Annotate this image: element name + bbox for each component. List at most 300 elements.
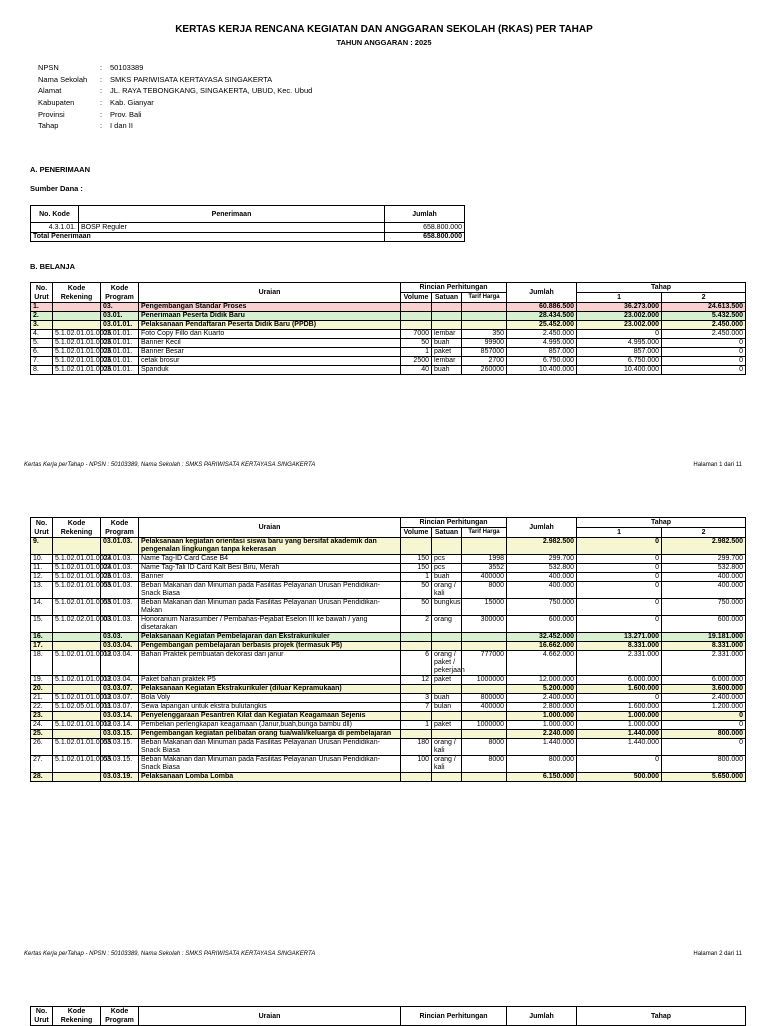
cell-tahap-1: 13.271.000 xyxy=(577,633,662,642)
info-row-nama-sekolah: Nama Sekolah : SMKS PARIWISATA KERTAYASA SINGAKERTA xyxy=(38,74,273,84)
page-number-2: Halaman 2 dari 11 xyxy=(693,951,742,957)
cell-kode-program: 03.01.03. xyxy=(101,538,139,555)
cell-tahap-2: 8.331.000 xyxy=(662,642,746,651)
header-uraian: Uraian xyxy=(139,283,401,303)
category-row xyxy=(31,312,746,321)
total-value: 658.800.000 xyxy=(385,233,465,242)
cell-satuan xyxy=(432,642,462,651)
cell-no-urut: 8. xyxy=(31,366,53,375)
cell-tarif: 8000 xyxy=(462,582,507,599)
cell-no-urut: 27. xyxy=(31,756,53,773)
penerimaan-table xyxy=(30,205,465,242)
cell-tahap-2: 299.700 xyxy=(662,555,746,564)
cell-kode-rekening xyxy=(53,642,101,651)
cell-jumlah: 299.700 xyxy=(507,555,577,564)
cell-tahap-1: 23.002.000 xyxy=(577,321,662,330)
cell-tahap-1: 1.000.000 xyxy=(577,712,662,721)
school-info xyxy=(38,62,312,132)
cell-kode-rekening: 5.1.02.01.01.0026 xyxy=(53,573,101,582)
cell-no-urut: 14. xyxy=(31,599,53,616)
info-row-npsn: NPSN : 50103389 xyxy=(38,63,144,72)
cell-no-urut: 22. xyxy=(31,703,53,712)
cell-tahap-1: 500.000 xyxy=(577,773,662,782)
cell-volume: 50 xyxy=(401,339,432,348)
cell-satuan xyxy=(432,712,462,721)
cell-tarif: 2700 xyxy=(462,357,507,366)
header-rincian: Rincian Perhitungan xyxy=(401,518,507,528)
cell-volume: 12 xyxy=(401,676,432,685)
cell-satuan: orang / paket / pekerjaan xyxy=(432,651,462,676)
cell-uraian: Penerimaan Peserta Didik Baru xyxy=(139,312,401,321)
cell-tarif: 3552 xyxy=(462,564,507,573)
table-row xyxy=(31,573,746,582)
header-tahap: Tahap xyxy=(577,1007,746,1026)
header-volume: Volume xyxy=(401,293,432,303)
cell-jumlah: 25.452.000 xyxy=(507,321,577,330)
cell-satuan: paket xyxy=(432,348,462,357)
cell-volume: 150 xyxy=(401,564,432,573)
category-row xyxy=(31,773,746,782)
cell-jumlah: 2.240.000 xyxy=(507,730,577,739)
cell-tahap-1: 2.331.000 xyxy=(577,651,662,676)
cell-tahap-2: 800.000 xyxy=(662,730,746,739)
table-row xyxy=(31,721,746,730)
cell-kode-rekening: 5.1.02.01.01.0055 xyxy=(53,582,101,599)
cell-tahap-2: 5.650.000 xyxy=(662,773,746,782)
cell-uraian: Banner xyxy=(139,573,401,582)
page-number-1: Halaman 1 dari 11 xyxy=(693,462,742,468)
header-volume: Volume xyxy=(401,528,432,538)
cell-kode-program: 03.01.01. xyxy=(101,330,139,339)
cell-tahap-2: 24.613.500 xyxy=(662,303,746,312)
cell-tarif xyxy=(462,712,507,721)
cell-tarif: 8000 xyxy=(462,739,507,756)
cell-no-urut: 13. xyxy=(31,582,53,599)
cell-jumlah: 400.000 xyxy=(507,573,577,582)
cell-tarif: 400000 xyxy=(462,573,507,582)
cell-uraian: Pelaksanaan Kegiatan Pembelajaran dan Ekstrakurikuler xyxy=(139,633,401,642)
cell-kode-rekening xyxy=(53,712,101,721)
cell-tahap-1: 36.273.000 xyxy=(577,303,662,312)
cell-no-urut: 17. xyxy=(31,642,53,651)
cell-kode-rekening: 5.1.02.01.01.0012 xyxy=(53,694,101,703)
cell-tahap-1: 0 xyxy=(577,564,662,573)
cell-tarif: 350 xyxy=(462,330,507,339)
cell-tahap-1: 1.600.000 xyxy=(577,685,662,694)
header-tahap: Tahap xyxy=(577,518,746,528)
cell-uraian: Paket bahan praktek P5 xyxy=(139,676,401,685)
cell-no-urut: 11. xyxy=(31,564,53,573)
cell-no-urut: 4. xyxy=(31,330,53,339)
cell-satuan: buah xyxy=(432,339,462,348)
cell-tahap-2: 400.000 xyxy=(662,573,746,582)
belanja-table-page-1 xyxy=(30,282,746,375)
cell-satuan: lembar xyxy=(432,330,462,339)
table-row xyxy=(31,223,465,233)
cell-kode-rekening: 5.1.02.01.01.0026 xyxy=(53,339,101,348)
cell-kode-program: 03.03.04. xyxy=(101,642,139,651)
cell-kode-rekening: 5.1.02.01.01.0026 xyxy=(53,366,101,375)
cell-tahap-1: 0 xyxy=(577,582,662,599)
cell-volume xyxy=(401,538,432,555)
category-row xyxy=(31,685,746,694)
cell-volume xyxy=(401,730,432,739)
cell-tarif: 777000 xyxy=(462,651,507,676)
category-row xyxy=(31,642,746,651)
cell-jumlah: 12.000.000 xyxy=(507,676,577,685)
cell-no-urut: 24. xyxy=(31,721,53,730)
cell-uraian: Name Tag-ID Card Case B4 xyxy=(139,555,401,564)
header-penerimaan: Penerimaan xyxy=(79,206,385,223)
cell-jumlah: 532.800 xyxy=(507,564,577,573)
cell-uraian: Beban Makanan dan Minuman pada Fasilitas Pelayanan Urusan Pendidikan-Snack Biasa xyxy=(139,756,401,773)
cell-volume xyxy=(401,633,432,642)
cell-kode-rekening: 5.1.02.01.01.0026 xyxy=(53,357,101,366)
cell-kode-rekening: 5.1.02.01.01.0055 xyxy=(53,756,101,773)
category-row xyxy=(31,730,746,739)
cell-satuan: buah xyxy=(432,366,462,375)
cell-kode-program: 03.03.15. xyxy=(101,756,139,773)
cell-kode-rekening: 5.1.02.01.01.0055 xyxy=(53,599,101,616)
cell-volume: 7 xyxy=(401,703,432,712)
cell-uraian: Penyelenggaraan Pesantren Kilat dan Kegiatan Keagamaan Sejenis xyxy=(139,712,401,721)
cell-volume: 50 xyxy=(401,582,432,599)
cell-no-urut: 18. xyxy=(31,651,53,676)
cell-no-urut: 5. xyxy=(31,339,53,348)
cell-satuan xyxy=(432,303,462,312)
cell-kode-program: 03.03.04. xyxy=(101,676,139,685)
cell-tarif xyxy=(462,321,507,330)
cell-volume xyxy=(401,303,432,312)
cell-satuan: paket xyxy=(432,721,462,730)
cell-kode-program: 03.01.03. xyxy=(101,564,139,573)
page-footer-1: Kertas Kerja perTahap - NPSN : 50103389, Nama Sekolah : SMKS PARIWISATA KERTAYASA SINGAKERTA xyxy=(24,462,316,468)
page-footer-2: Kertas Kerja perTahap - NPSN : 50103389, Nama Sekolah : SMKS PARIWISATA KERTAYASA SINGAKERTA xyxy=(24,951,316,957)
cell-volume xyxy=(401,321,432,330)
cell-jumlah: 800.000 xyxy=(507,756,577,773)
cell-uraian: Beban Makanan dan Minuman pada Fasilitas Pelayanan Urusan Pendidikan-Makan xyxy=(139,599,401,616)
header-kode-rekening: Kode Rekening xyxy=(53,518,101,538)
header-tahap-2: 2 xyxy=(662,528,746,538)
cell-tahap-2: 0 xyxy=(662,721,746,730)
header-tahap-1: 1 xyxy=(577,293,662,303)
cell-tahap-2: 0 xyxy=(662,366,746,375)
cell-uraian: Name Tag-Tali ID Card Kalt Besi Biru, Merah xyxy=(139,564,401,573)
header-kode-program: Kode Program xyxy=(101,1007,139,1026)
cell-kode: 4.3.1.01. xyxy=(31,223,79,233)
cell-kode-rekening xyxy=(53,321,101,330)
belanja-table-page-3 xyxy=(30,1006,746,1026)
cell-jumlah: 600.000 xyxy=(507,616,577,633)
cell-tahap-2: 800.000 xyxy=(662,756,746,773)
header-rincian: Rincian Perhitungan xyxy=(401,1007,507,1026)
sumber-dana-label: Sumber Dana : xyxy=(30,184,83,193)
section-belanja: B. BELANJA xyxy=(30,262,76,271)
cell-satuan: orang / kali xyxy=(432,756,462,773)
cell-uraian: cetak brosur xyxy=(139,357,401,366)
cell-kode-program: 03.03.19. xyxy=(101,773,139,782)
cell-tarif xyxy=(462,773,507,782)
cell-tahap-1: 0 xyxy=(577,756,662,773)
table-row xyxy=(31,339,746,348)
cell-tarif: 1000000 xyxy=(462,676,507,685)
cell-tahap-2: 0 xyxy=(662,339,746,348)
cell-jumlah: 2.450.000 xyxy=(507,330,577,339)
cell-tarif: 857000 xyxy=(462,348,507,357)
header-satuan: Satuan xyxy=(432,293,462,303)
cell-kode-program: 03.01. xyxy=(101,312,139,321)
header-tarif: Tarif Harga xyxy=(462,293,507,303)
cell-tahap-2: 1.200.000 xyxy=(662,703,746,712)
cell-tarif: 400000 xyxy=(462,703,507,712)
header-jumlah: Jumlah xyxy=(507,1007,577,1026)
section-penerimaan: A. PENERIMAAN xyxy=(30,165,91,174)
cell-satuan: buah xyxy=(432,694,462,703)
category-row xyxy=(31,303,746,312)
cell-jumlah: 4.995.000 xyxy=(507,339,577,348)
document-title: KERTAS KERJA RENCANA KEGIATAN DAN ANGGARAN SEKOLAH (RKAS) PER TAHAP xyxy=(175,24,593,35)
cell-kode-program: 03.01.01. xyxy=(101,357,139,366)
cell-tarif xyxy=(462,538,507,555)
cell-jumlah: 2.400.000 xyxy=(507,694,577,703)
cell-no-urut: 6. xyxy=(31,348,53,357)
cell-no-urut: 26. xyxy=(31,739,53,756)
cell-volume: 6 xyxy=(401,651,432,676)
cell-tarif xyxy=(462,303,507,312)
table-row xyxy=(31,555,746,564)
cell-kode-program: 03.01.03. xyxy=(101,599,139,616)
cell-kode-rekening: 5.1.02.01.01.0026 xyxy=(53,348,101,357)
cell-tahap-2: 0 xyxy=(662,712,746,721)
belanja-header-row-1 xyxy=(31,283,746,293)
cell-jumlah: 6.750.000 xyxy=(507,357,577,366)
cell-no-urut: 19. xyxy=(31,676,53,685)
cell-tahap-1: 4.995.000 xyxy=(577,339,662,348)
header-jumlah: Jumlah xyxy=(507,518,577,538)
cell-tarif: 1998 xyxy=(462,555,507,564)
header-jumlah: Jumlah xyxy=(385,206,465,223)
cell-satuan xyxy=(432,321,462,330)
table-row xyxy=(31,366,746,375)
cell-jumlah: 658.800.000 xyxy=(385,223,465,233)
header-no-urut: No. Urut xyxy=(31,518,53,538)
cell-kode-program: 03.03.07. xyxy=(101,694,139,703)
cell-satuan xyxy=(432,312,462,321)
header-jumlah: Jumlah xyxy=(507,283,577,303)
cell-tahap-1: 1.000.000 xyxy=(577,721,662,730)
cell-volume: 2 xyxy=(401,616,432,633)
cell-uraian: Pelaksanaan Kegiatan Ekstrakurikuler (diluar Kepramukaan) xyxy=(139,685,401,694)
category-row xyxy=(31,633,746,642)
cell-uraian: Beban Makanan dan Minuman pada Fasilitas Pelayanan Urusan Pendidikan-Snack Biasa xyxy=(139,582,401,599)
cell-kode-rekening xyxy=(53,730,101,739)
header-no-kode: No. Kode xyxy=(31,206,79,223)
cell-tarif: 260000 xyxy=(462,366,507,375)
cell-satuan xyxy=(432,538,462,555)
cell-tarif: 15000 xyxy=(462,599,507,616)
cell-no-urut: 12. xyxy=(31,573,53,582)
cell-no-urut: 2. xyxy=(31,312,53,321)
cell-tahap-2: 750.000 xyxy=(662,599,746,616)
cell-tahap-1: 1.440.000 xyxy=(577,730,662,739)
cell-volume: 100 xyxy=(401,756,432,773)
cell-tahap-2: 5.432.500 xyxy=(662,312,746,321)
header-satuan: Satuan xyxy=(432,528,462,538)
cell-tahap-2: 400.000 xyxy=(662,582,746,599)
cell-uraian: Bola Voly xyxy=(139,694,401,703)
belanja-table-page-2 xyxy=(30,517,746,782)
cell-tahap-1: 23.002.000 xyxy=(577,312,662,321)
cell-tahap-2: 2.450.000 xyxy=(662,330,746,339)
cell-kode-program: 03.01.03. xyxy=(101,582,139,599)
cell-tahap-1: 0 xyxy=(577,538,662,555)
cell-volume: 50 xyxy=(401,599,432,616)
cell-volume: 1 xyxy=(401,721,432,730)
cell-jumlah: 32.452.000 xyxy=(507,633,577,642)
cell-volume: 180 xyxy=(401,739,432,756)
info-row-kabupaten: Kabupaten : Kab. Gianyar xyxy=(38,98,154,108)
cell-volume: 7000 xyxy=(401,330,432,339)
cell-kode-program: 03.01.03. xyxy=(101,573,139,582)
cell-uraian: Banner Kecil xyxy=(139,339,401,348)
cell-satuan: orang xyxy=(432,616,462,633)
cell-tarif: 300000 xyxy=(462,616,507,633)
header-uraian: Uraian xyxy=(139,518,401,538)
cell-kode-rekening: 5.1.02.01.01.0012 xyxy=(53,721,101,730)
cell-volume: 1 xyxy=(401,573,432,582)
cell-tarif: 800000 xyxy=(462,694,507,703)
cell-tahap-2: 2.982.500 xyxy=(662,538,746,555)
table-row xyxy=(31,348,746,357)
cell-jumlah: 857.000 xyxy=(507,348,577,357)
cell-uraian: Banner Besar xyxy=(139,348,401,357)
cell-jumlah: 1.000.000 xyxy=(507,721,577,730)
cell-kode-program: 03.03.04. xyxy=(101,651,139,676)
cell-satuan xyxy=(432,633,462,642)
table-row xyxy=(31,582,746,599)
cell-jumlah: 6.150.000 xyxy=(507,773,577,782)
cell-satuan: paket xyxy=(432,676,462,685)
cell-no-urut: 28. xyxy=(31,773,53,782)
cell-tahap-1: 6.000.000 xyxy=(577,676,662,685)
cell-tahap-1: 0 xyxy=(577,573,662,582)
cell-jumlah: 400.000 xyxy=(507,582,577,599)
cell-uraian: Pengembangan pembelajaran berbasis projek (termasuk P5) xyxy=(139,642,401,651)
cell-jumlah: 4.662.000 xyxy=(507,651,577,676)
table-row xyxy=(31,676,746,685)
category-row xyxy=(31,538,746,555)
cell-uraian: Foto Copy Fillo dan Kuarto xyxy=(139,330,401,339)
cell-tahap-1: 0 xyxy=(577,694,662,703)
header-kode-program: Kode Program xyxy=(101,283,139,303)
cell-volume xyxy=(401,773,432,782)
cell-volume xyxy=(401,685,432,694)
cell-satuan xyxy=(432,730,462,739)
cell-tahap-2: 532.800 xyxy=(662,564,746,573)
cell-no-urut: 10. xyxy=(31,555,53,564)
cell-kode-program: 03.03.07. xyxy=(101,703,139,712)
table-row xyxy=(31,651,746,676)
cell-tahap-1: 10.400.000 xyxy=(577,366,662,375)
cell-tahap-1: 1.600.000 xyxy=(577,703,662,712)
cell-tahap-2: 2.450.000 xyxy=(662,321,746,330)
cell-kode-program: 03.03.14. xyxy=(101,712,139,721)
cell-tahap-2: 6.000.000 xyxy=(662,676,746,685)
cell-no-urut: 20. xyxy=(31,685,53,694)
cell-satuan: bungkus xyxy=(432,599,462,616)
cell-kode-program: 03.01.01. xyxy=(101,348,139,357)
table-row xyxy=(31,694,746,703)
cell-tarif xyxy=(462,730,507,739)
cell-penerimaan: BOSP Reguler xyxy=(79,223,385,233)
penerimaan-header-row xyxy=(31,206,465,223)
cell-kode-rekening: 5.1.02.05.01.0011 xyxy=(53,703,101,712)
cell-satuan xyxy=(432,685,462,694)
cell-tahap-2: 19.181.000 xyxy=(662,633,746,642)
cell-kode-rekening: 5.1.02.01.01.0012 xyxy=(53,651,101,676)
cell-tarif: 99900 xyxy=(462,339,507,348)
cell-kode-rekening xyxy=(53,538,101,555)
belanja-header-row-1 xyxy=(31,1007,746,1026)
cell-kode-rekening: 5.1.02.01.01.0026 xyxy=(53,330,101,339)
cell-uraian: Honorarium Narasumber / Pembahas-Pejabat Eselon III ke bawah / yang disetarakan xyxy=(139,616,401,633)
cell-uraian: Spanduk xyxy=(139,366,401,375)
cell-tahap-2: 3.600.000 xyxy=(662,685,746,694)
cell-volume: 3 xyxy=(401,694,432,703)
cell-tahap-2: 600.000 xyxy=(662,616,746,633)
cell-no-urut: 3. xyxy=(31,321,53,330)
cell-kode-program: 03.01.01. xyxy=(101,321,139,330)
cell-uraian: Pengembangan Standar Proses xyxy=(139,303,401,312)
belanja-header-row-1 xyxy=(31,518,746,528)
cell-no-urut: 7. xyxy=(31,357,53,366)
cell-kode-program: 03.03.14. xyxy=(101,721,139,730)
cell-kode-program: 03.03.07. xyxy=(101,685,139,694)
cell-uraian: Pengembangan kegiatan pelibatan orang tua/wali/keluarga di pembelajaran xyxy=(139,730,401,739)
cell-tahap-1: 8.331.000 xyxy=(577,642,662,651)
cell-volume xyxy=(401,312,432,321)
header-tahap-1: 1 xyxy=(577,528,662,538)
cell-tarif: 1000000 xyxy=(462,721,507,730)
total-row xyxy=(31,233,465,242)
cell-tahap-2: 0 xyxy=(662,357,746,366)
cell-kode-rekening xyxy=(53,773,101,782)
cell-no-urut: 21. xyxy=(31,694,53,703)
cell-volume: 1 xyxy=(401,348,432,357)
cell-kode-program: 03.01.03. xyxy=(101,555,139,564)
cell-uraian: Pelaksanaan kegiatan orientasi siswa baru yang bersifat akademik dan pengenalan lingkungan tanpa kekerasan xyxy=(139,538,401,555)
cell-satuan: bulan xyxy=(432,703,462,712)
table-row xyxy=(31,756,746,773)
cell-jumlah: 1.000.000 xyxy=(507,712,577,721)
category-row xyxy=(31,321,746,330)
cell-tahap-1: 6.750.000 xyxy=(577,357,662,366)
table-row xyxy=(31,739,746,756)
table-row xyxy=(31,616,746,633)
cell-tahap-1: 0 xyxy=(577,555,662,564)
cell-kode-rekening xyxy=(53,312,101,321)
cell-tarif xyxy=(462,312,507,321)
header-rincian: Rincian Perhitungan xyxy=(401,283,507,293)
cell-volume xyxy=(401,642,432,651)
cell-tahap-2: 2.331.000 xyxy=(662,651,746,676)
cell-tarif xyxy=(462,633,507,642)
category-row xyxy=(31,712,746,721)
cell-volume xyxy=(401,712,432,721)
cell-kode-program: 03.01.01. xyxy=(101,366,139,375)
cell-kode-program: 03.03.15. xyxy=(101,730,139,739)
cell-kode-rekening: 5.1.02.01.01.0055 xyxy=(53,739,101,756)
